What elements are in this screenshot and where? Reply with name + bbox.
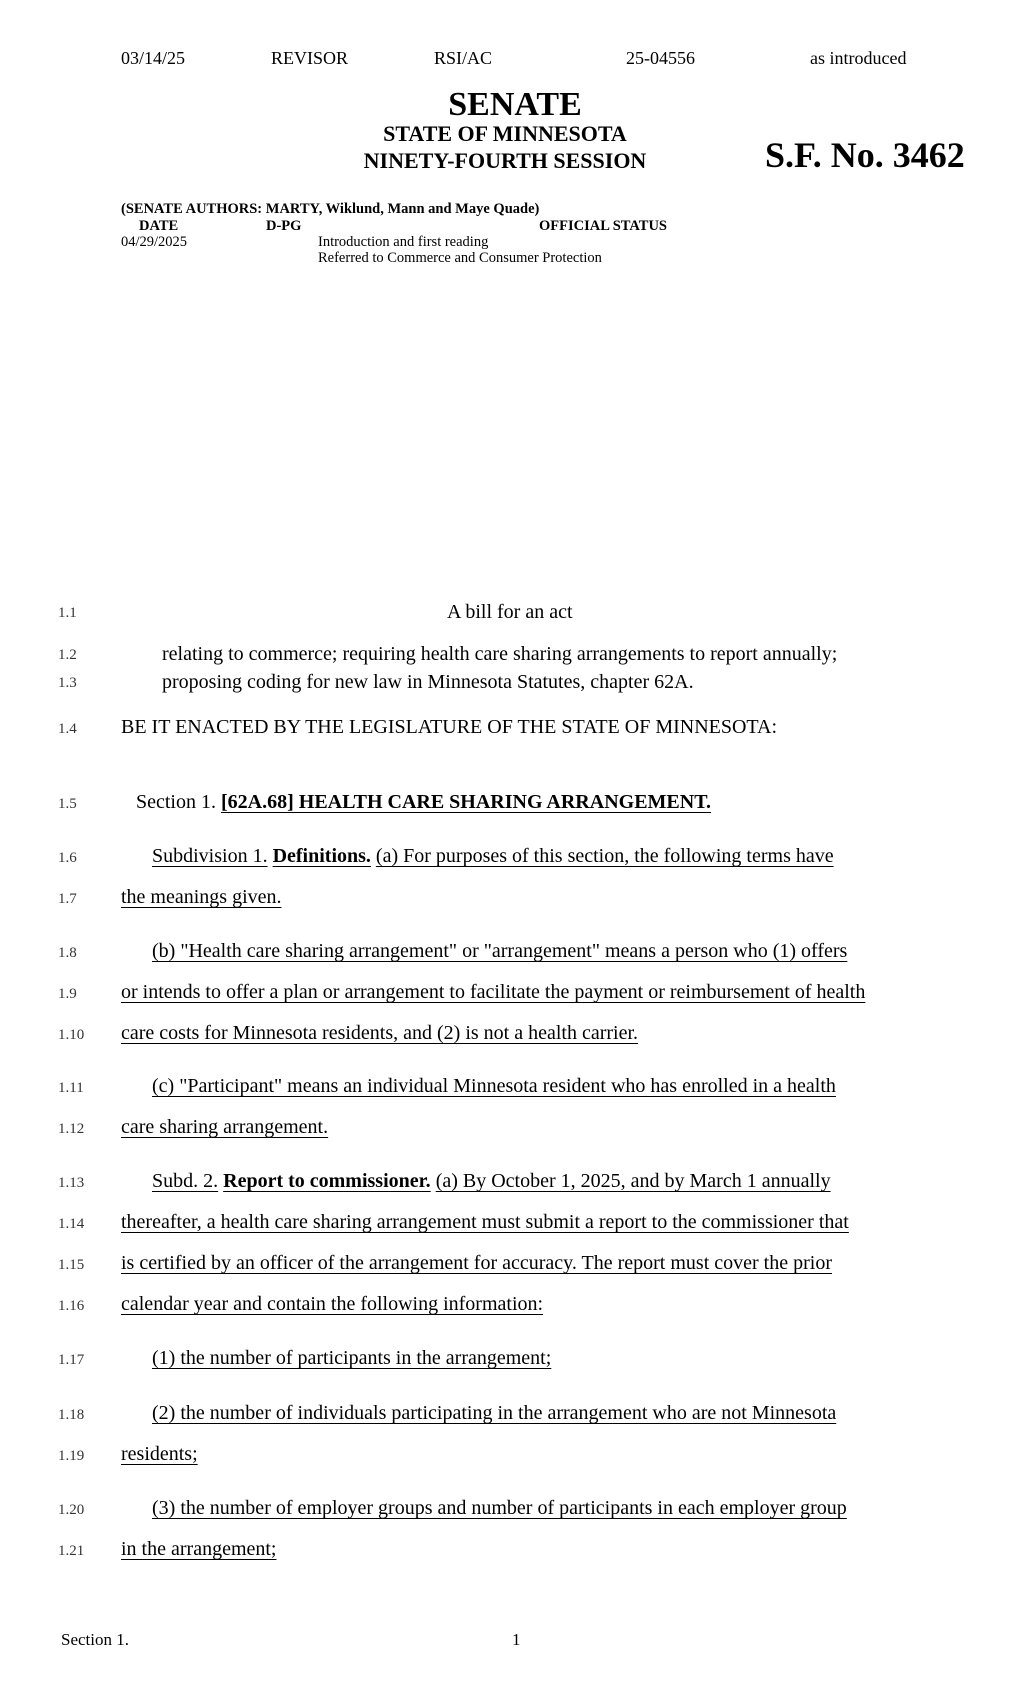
session-title: NINETY-FOURTH SESSION (363, 148, 647, 173)
header-initials: RSI/AC (434, 48, 493, 68)
line-number: 1.18 (58, 1407, 85, 1423)
line-number: 1.1 (58, 605, 77, 621)
text-line: calendar year and contain the following information: (121, 1293, 544, 1315)
senate-authors: (SENATE AUTHORS: MARTY, Wiklund, Mann and Maye Quade) (121, 201, 540, 217)
line-number: 1.19 (58, 1448, 85, 1464)
bill-title-line: relating to commerce; requiring health care sharing arrangements to report annually; (162, 643, 838, 665)
col-dpg: D-PG (266, 218, 302, 234)
col-date: DATE (139, 218, 179, 234)
line-number: 1.3 (58, 675, 77, 691)
text-line: (c) "Participant" means an individual Minnesota resident who has enrolled in a health (152, 1075, 836, 1097)
status-entry-2: Referred to Commerce and Consumer Protection (318, 250, 602, 266)
page-number: 1 (512, 1630, 521, 1649)
bill-title-line: proposing coding for new law in Minnesota Statutes, chapter 62A. (162, 671, 694, 693)
chamber-title: SENATE (448, 86, 582, 123)
text-line: (2) the number of individuals participating in the arrangement who are not Minnesota (152, 1402, 837, 1424)
line-number: 1.16 (58, 1298, 85, 1314)
bill-for-an-act: A bill for an act (447, 601, 573, 623)
text-line: care sharing arrangement. (121, 1116, 329, 1138)
text-line: Subd. 2. Report to commissioner. (a) By October 1, 2025, and by March 1 annually (152, 1170, 831, 1192)
bill-number: S.F. No. 3462 (765, 135, 965, 175)
line-number: 1.6 (58, 850, 77, 866)
line-number: 1.4 (58, 721, 77, 737)
footer-section: Section 1. (61, 1630, 129, 1649)
section-title: [62A.68] HEALTH CARE SHARING ARRANGEMENT. (221, 791, 712, 813)
text-line: in the arrangement; (121, 1538, 277, 1560)
section-label: Section 1. (136, 791, 216, 813)
text-line: care costs for Minnesota residents, and (2) is not a health carrier. (121, 1022, 639, 1044)
state-title: STATE OF MINNESOTA (383, 121, 627, 146)
header-revisor: REVISOR (271, 48, 349, 68)
text-line: is certified by an officer of the arrangement for accuracy. The report must cover the prior (121, 1252, 832, 1274)
line-number: 1.20 (58, 1502, 85, 1518)
section-heading (136, 791, 711, 814)
header-date: 03/14/25 (121, 48, 186, 68)
text-line: (3) the number of employer groups and number of participants in each employer group (152, 1497, 847, 1519)
header-doc-number: 25-04556 (626, 48, 695, 68)
line-number: 1.5 (58, 796, 77, 812)
text-line: (1) the number of participants in the arrangement; (152, 1347, 552, 1369)
line-number: 1.9 (58, 986, 77, 1002)
status-date: 04/29/2025 (121, 234, 188, 250)
header-status: as introduced (810, 48, 907, 68)
line-number: 1.12 (58, 1121, 85, 1137)
line-number: 1.11 (58, 1080, 84, 1096)
text-line: thereafter, a health care sharing arrangement must submit a report to the commissioner that (121, 1211, 849, 1233)
enacting-clause: BE IT ENACTED BY THE LEGISLATURE OF THE STATE OF MINNESOTA: (121, 716, 778, 738)
status-entry-1: Introduction and first reading (318, 234, 489, 250)
line-number: 1.10 (58, 1027, 85, 1043)
line-number: 1.13 (58, 1175, 85, 1191)
text-line: the meanings given. (121, 886, 282, 908)
line-number: 1.8 (58, 945, 77, 961)
text-line: Subdivision 1. Definitions. (a) For purposes of this section, the following terms have (152, 845, 834, 867)
text-line: or intends to offer a plan or arrangement to facilitate the payment or reimbursement of health (121, 981, 866, 1003)
text-line: (b) "Health care sharing arrangement" or "arrangement" means a person who (1) offers (152, 940, 848, 962)
col-official-status: OFFICIAL STATUS (539, 218, 667, 234)
line-number: 1.7 (58, 891, 77, 907)
line-number: 1.17 (58, 1352, 85, 1368)
line-number: 1.21 (58, 1543, 85, 1559)
text-line: residents; (121, 1443, 198, 1465)
line-number: 1.14 (58, 1216, 85, 1232)
line-number: 1.2 (58, 647, 77, 663)
line-number: 1.15 (58, 1257, 85, 1273)
